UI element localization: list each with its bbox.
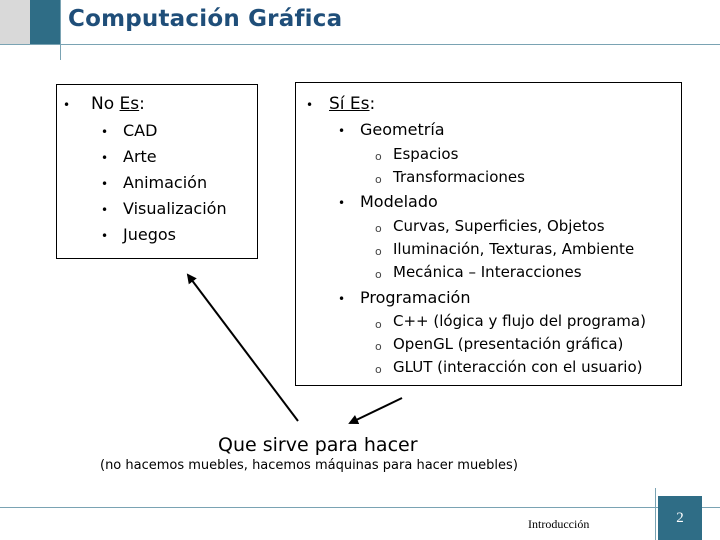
bullet-icon: • (101, 125, 109, 139)
circle-bullet-icon: o (375, 363, 382, 376)
list-item: Animación (123, 173, 208, 192)
bullet-icon: • (101, 203, 109, 217)
footer-vertical-rule (655, 488, 656, 540)
list-item: Iluminación, Texturas, Ambiente (393, 240, 635, 258)
arrow-from-si-es (350, 398, 402, 423)
list-item: C++ (lógica y flujo del programa) (393, 312, 646, 330)
list-item: Arte (123, 147, 157, 166)
list-item: Juegos (123, 225, 176, 244)
footer-rule (0, 507, 720, 508)
circle-bullet-icon: o (375, 173, 382, 186)
section-label-programacion: Programación (360, 288, 471, 307)
bullet-icon: • (101, 151, 109, 165)
list-item: Mecánica – Interacciones (393, 263, 582, 281)
circle-bullet-icon: o (375, 150, 382, 163)
circle-bullet-icon: o (375, 245, 382, 258)
slide-title: Computación Gráfica (68, 6, 343, 32)
section-label-modelado: Modelado (360, 192, 438, 211)
bullet-icon: • (101, 177, 109, 191)
bullet-icon: • (63, 98, 71, 112)
list-item: Transformaciones (393, 168, 525, 186)
list-item: GLUT (interacción con el usuario) (393, 358, 643, 376)
circle-bullet-icon: o (375, 222, 382, 235)
circle-bullet-icon: o (375, 340, 382, 353)
circle-bullet-icon: o (375, 318, 382, 331)
bullet-icon: • (338, 196, 346, 210)
section-label-geometria: Geometría (360, 120, 445, 139)
no-es-heading: No Es: (91, 94, 145, 114)
bullet-icon: • (338, 124, 346, 138)
footer-section-label: Introducción (528, 517, 590, 531)
arrow-to-no-es (188, 275, 298, 421)
bullet-icon: • (338, 292, 346, 306)
list-item: Visualización (123, 199, 227, 218)
list-item: CAD (123, 121, 158, 140)
si-es-heading: Sí Es: (329, 94, 376, 114)
bullet-icon: • (101, 229, 109, 243)
caption-subtitle: (no hacemos muebles, hacemos máquinas para hacer muebles) (100, 458, 518, 473)
list-item: Espacios (393, 145, 459, 163)
list-item: Curvas, Superficies, Objetos (393, 217, 605, 235)
bullet-icon: • (306, 98, 314, 112)
caption: Que sirve para hacer (218, 434, 418, 456)
page-number: 2 (676, 510, 684, 526)
list-item: OpenGL (presentación gráfica) (393, 335, 624, 353)
circle-bullet-icon: o (375, 268, 382, 281)
